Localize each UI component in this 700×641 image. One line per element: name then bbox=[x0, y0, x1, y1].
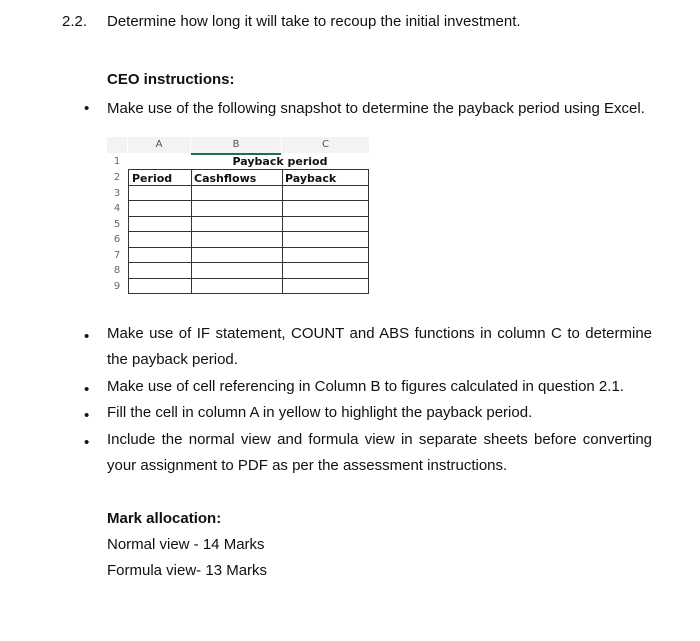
grid-line bbox=[128, 231, 369, 232]
grid-line bbox=[191, 169, 192, 293]
excel-snapshot bbox=[107, 137, 369, 297]
corner-cell bbox=[107, 137, 127, 153]
grid-line bbox=[282, 169, 283, 293]
bullet-text: Include the normal view and formula view in separate sheets before converting your assignment to PDF as per the assessment instructions. bbox=[107, 431, 652, 474]
grid-line bbox=[128, 247, 369, 248]
bullet-text: Fill the cell in column A in yellow to highlight the payback period. bbox=[107, 404, 533, 421]
ceo-instructions-heading: CEO instructions: bbox=[107, 71, 235, 88]
grid-line bbox=[128, 278, 369, 279]
bullet-text: Make use of IF statement, COUNT and ABS functions in column C to determine the payback period. bbox=[107, 325, 652, 368]
row-number: 2 bbox=[113, 172, 121, 183]
grid-line bbox=[128, 169, 369, 170]
row-number: 9 bbox=[113, 281, 121, 292]
row-number: 3 bbox=[113, 188, 121, 199]
bullet-text: Make use of the following snapshot to determine the payback period using Excel. bbox=[107, 100, 645, 117]
column-header-c: C bbox=[282, 137, 369, 153]
grid-line bbox=[128, 185, 369, 186]
column-header-b: B bbox=[191, 137, 281, 155]
bullet-marker: • bbox=[84, 328, 90, 345]
grid-line bbox=[368, 169, 369, 293]
question-number: 2.2. bbox=[62, 13, 88, 30]
row-number: 4 bbox=[113, 203, 121, 214]
row-number: 8 bbox=[113, 265, 121, 276]
formula-view-marks: Formula view- 13 Marks bbox=[107, 562, 268, 579]
header-cashflows: Cashflows bbox=[194, 172, 257, 185]
row-number: 6 bbox=[113, 234, 121, 245]
column-header-a: A bbox=[128, 137, 190, 153]
header-period: Period bbox=[132, 172, 173, 185]
grid-line bbox=[128, 169, 129, 293]
grid-line bbox=[128, 293, 369, 294]
bullet-marker: • bbox=[84, 434, 90, 451]
grid-line bbox=[128, 216, 369, 217]
bullet-text: Make use of cell referencing in Column B to figures calculated in question 2.1. bbox=[107, 378, 624, 395]
row-number: 1 bbox=[113, 156, 121, 167]
table-title: Payback period bbox=[232, 155, 328, 168]
bullet-marker: • bbox=[84, 407, 90, 424]
header-payback: Payback bbox=[285, 172, 337, 185]
question-text: Determine how long it will take to recoup the initial investment. bbox=[107, 13, 521, 30]
row-number: 7 bbox=[113, 250, 121, 261]
bullet-marker: • bbox=[84, 381, 90, 398]
mark-allocation-heading: Mark allocation: bbox=[107, 510, 222, 527]
row-number: 5 bbox=[113, 219, 121, 230]
bullet-marker: • bbox=[84, 100, 90, 117]
grid-line bbox=[128, 262, 369, 263]
grid-line bbox=[128, 200, 369, 201]
normal-view-marks: Normal view - 14 Marks bbox=[107, 536, 265, 553]
